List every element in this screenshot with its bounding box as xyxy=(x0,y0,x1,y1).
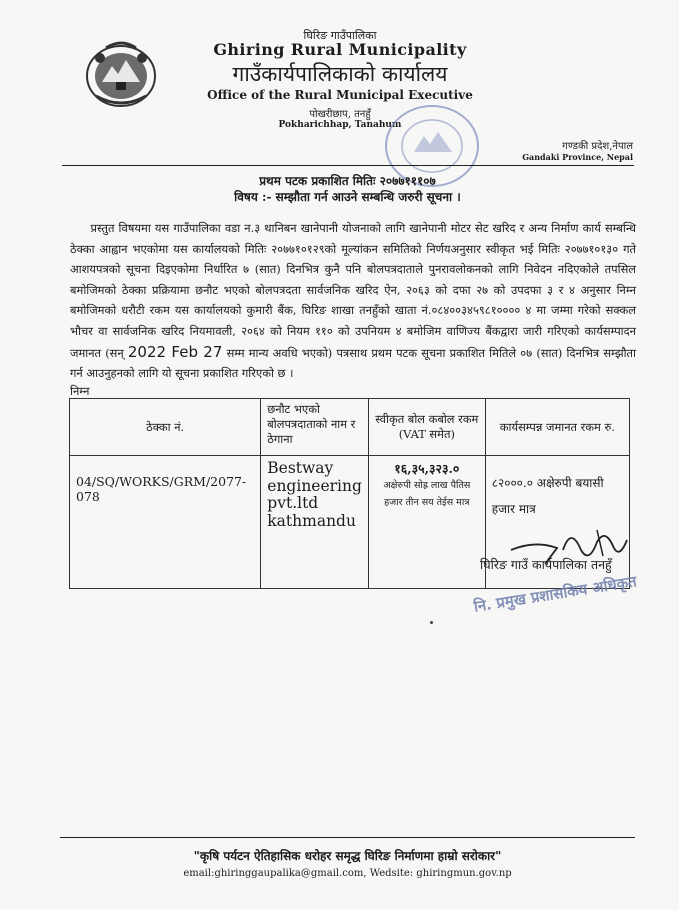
list-label: निम्न xyxy=(70,384,90,398)
province-en: Gandaki Province, Nepal xyxy=(522,152,633,162)
amount-in-words: अक्षेरुपी सोह्र लाख पैतिस हजार तीन सय तेईस मात्र xyxy=(383,480,471,508)
body-text-part2: सम्म मान्य अवधि भएको) पत्रसाथ प्रथम पटक सूचना प्रकाशित मितिले ०७ (सात) दिनभित्र सम्झौता गर्न आउनुहनको लागि यो सूचना प्रकाशित गरिएको छ । xyxy=(70,345,637,381)
notice-subject: विषय :- सम्झौता गर्न आउने सम्बन्धि जरुरी सूचना । xyxy=(234,190,461,204)
header-location-np: पोखरीछाप, तनहुँ xyxy=(309,109,371,120)
stray-dot xyxy=(430,621,433,624)
header-location-en: Pokharichhap, Tanahum xyxy=(278,120,402,130)
nepal-emblem-logo xyxy=(82,38,160,110)
header-municipality-np: घिरिङ गाउँपालिका xyxy=(303,29,377,42)
cell-accepted-amount xyxy=(368,456,485,589)
cell-contract-no: 04/SQ/WORKS/GRM/2077-078 xyxy=(70,456,261,589)
cell-bidder: Bestway engineering pvt.ltd kathmandu xyxy=(261,456,369,589)
col-accepted-amount: स्वीकृत बोल कबोल रकम (VAT समेत) xyxy=(368,399,485,456)
officer-stamp: नि. प्रमुख प्रशासकिय अधिकृत xyxy=(472,572,638,616)
footer-slogan: "कृषि पर्यटन ऐतिहासिक धरोहर समृद्ध घिरिङ निर्माणमा हाम्रो सरोकार" xyxy=(193,849,502,863)
table-header-row xyxy=(70,399,630,456)
header-municipality-en: Ghiring Rural Municipality xyxy=(213,40,467,59)
cell-performance-bond: ८२०००.० अक्षेरुपी बयासी हजार मात्र xyxy=(485,456,629,589)
col-contract-no: ठेक्का नं. xyxy=(70,399,261,456)
header-office-en: Office of the Rural Municipal Executive xyxy=(207,88,473,102)
col-bidder: छनौट भएको बोलपत्रदाताको नाम र ठेगाना xyxy=(261,399,369,456)
notice-body xyxy=(70,218,636,384)
signatory-office: घिरिङ गाउँ कार्यपालिका तनहुँ xyxy=(480,557,612,572)
amount-figure: १६,३५,३२३.० xyxy=(394,461,460,476)
col-performance-bond: कार्यसम्पन्न जमानत रकम रु. xyxy=(485,399,629,456)
body-text-part1: प्रस्तुत विषयमा यस गाउँपालिका वडा न.३ थानिबन खानेपानी योजनाको लागि खानेपानी मोटर सेट खरिद र अन्य निर्माण कार्य सम्बन्धि ठेक्का आह्वान भएकोमा यस कार्यालयको मितिः २०७७१०१२९को मूल्यांकन समितिको निर्णयअनुसार स्वीकृत भई मितिः २०७७१०१३० गते आशयपत्रको सूचना दिइएकोमा निर्धारित ७ (सात) दिनभित्र कुनै पनि बोलपत्रदाताले पुनरावलोकनको लागि निवेदन नदिएकोले तपसिल बमोजिमको ठेक्का प्रक्रियामा छनौट भएको बोलपत्रदता सार्वजनिक खरिद ऐन, २०६३ को दफा २७ को उपदफा ३ र ४ अनुसार निम्न बमोजिमको धरौटी रकम यस कार्यालयको कुमारी बैंक, घिरिङ शाखा तनहुँको खाता नं.०८४००३४५९८१०००० ४ मा जम्मा गरेको सक्कल भौचर वा सार्वजनिक खरिद नियमावली, २०६४ को नियम ११० को उपनियम ४ बमोजिम वाणिज्य बैंकद्वारा जारी गरिएको कार्यसम्पादन जमानत (सन् xyxy=(70,221,636,360)
province-np: गण्डकी प्रदेश,नेपाल xyxy=(562,141,633,152)
publication-date: प्रथम पटक प्रकाशित मितिः २०७७१११०७ xyxy=(259,174,436,188)
header-office-np: गाउँकार्यपालिकाको कार्यालय xyxy=(232,62,448,86)
footer-contact: email:ghiringgaupalika@gmail.com, Wedsite: ghiringmun.gov.np xyxy=(183,868,512,879)
footer-divider xyxy=(60,837,635,838)
body-deadline-date: 2022 Feb 27 xyxy=(127,342,223,361)
header-divider xyxy=(62,165,634,166)
